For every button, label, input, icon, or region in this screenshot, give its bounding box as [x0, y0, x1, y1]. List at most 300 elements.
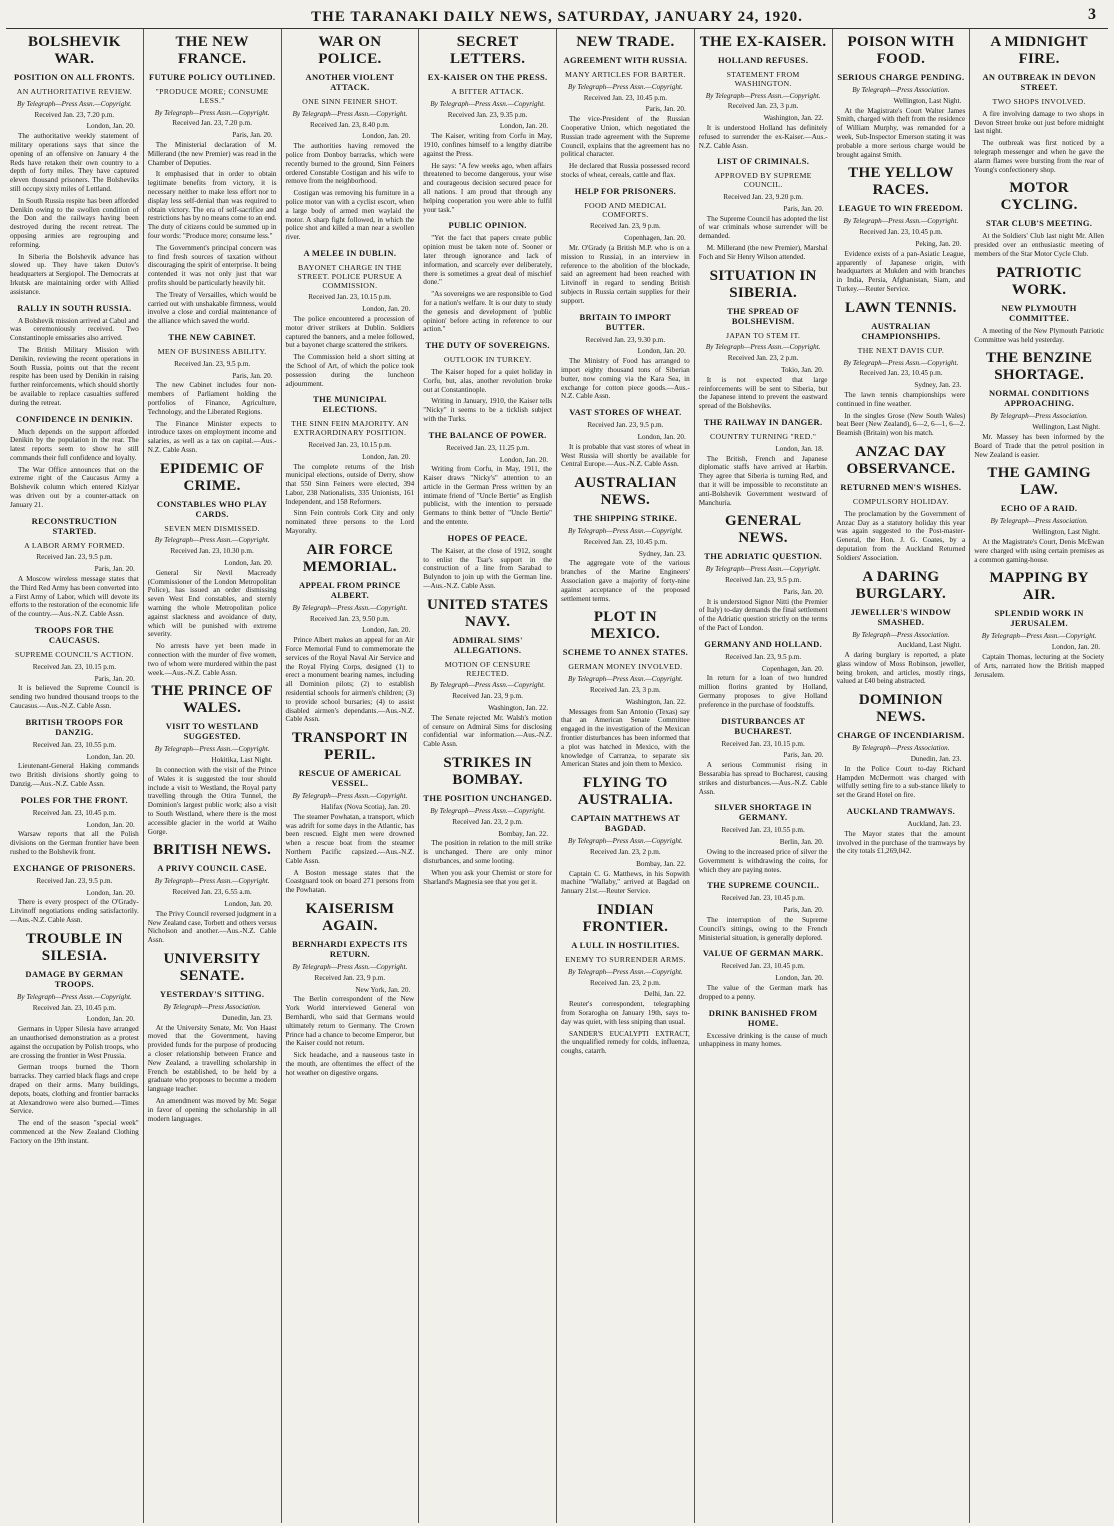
article-subheading: THE DUTY OF SOVEREIGNS.	[425, 340, 550, 351]
article-credit: By Telegraph—Press Assn.—Copyright.	[705, 91, 821, 100]
article	[148, 461, 277, 678]
article-headline: THE YELLOW RACES.	[848, 165, 954, 199]
column-4	[419, 29, 557, 1523]
article-subheading: YESTERDAY'S SITTING.	[159, 988, 265, 999]
article-subheading: VALUE OF GERMAN MARK.	[702, 948, 824, 959]
article-credit: By Telegraph—Press Association.	[990, 517, 1088, 526]
article	[10, 34, 139, 297]
article	[837, 165, 966, 293]
article-headline: THE PRINCE OF WALES.	[151, 683, 273, 717]
article-subheading: NEW PLYMOUTH COMMITTEE.	[1001, 302, 1077, 323]
article	[837, 444, 966, 563]
article-credit: By Telegraph—Press Assn.—Copyright.	[154, 536, 270, 545]
article-kicker: MANY ARTICLES FOR BARTER.	[565, 70, 686, 79]
article-headline: PATRIOTIC WORK.	[996, 264, 1082, 298]
article-subheading: AUSTRALIAN CHAMPIONSHIPS.	[861, 320, 941, 341]
dateline-place: Wellington, Last Night.	[1032, 528, 1100, 537]
received-time: Received Jan. 23, 9.30 p.m.	[585, 335, 666, 344]
article	[286, 34, 415, 242]
article-kicker: STATEMENT FROM WASHINGTON.	[726, 70, 800, 88]
article	[423, 34, 552, 214]
article-subheading: LIST OF CRIMINALS.	[717, 156, 810, 167]
article-headline: EPIDEMIC OF CRIME.	[159, 460, 265, 494]
article-paragraph: The lawn tennis championships were continued in fine weather.	[836, 390, 966, 408]
received-time: Received Jan. 23, 10.45 p.m.	[721, 962, 805, 971]
article-paragraph: The Supreme Council has adopted the list of war criminals whose surrender will be demanded.	[698, 214, 828, 241]
received-time: Received Jan. 23, 9 p.m.	[590, 222, 661, 231]
article-paragraph: "Yet the fact that papers create public opinion must be taken note of. Sooner or later through ignorance and lack of information, and scarcely ever deliberately, there is sometimes a great deal of mischief done."	[423, 234, 552, 287]
article-paragraph: The steamer Powhatan, a transport, which was adrift for some days in the Atlantic, has been rescued. Eight men were drowned when a rescue boat from the steamer Northern Pacific capsized.—Aus.-N.Z. Cable Assn.	[285, 812, 415, 865]
dateline-place: Paris, Jan. 20.	[232, 131, 273, 140]
article-headline: ANZAC DAY OBSERVANCE.	[846, 443, 956, 477]
article	[561, 609, 690, 769]
dateline-place: London, Jan. 20.	[775, 974, 824, 983]
article-credit: By Telegraph—Press Assn.—Copyright.	[430, 681, 545, 690]
article-credit: By Telegraph—Press Association.	[852, 744, 950, 753]
article-headline: BOLSHEVIK WAR.	[28, 34, 121, 67]
article	[837, 300, 966, 438]
article-subheading: BRITISH TROOPS FOR DANZIG.	[25, 716, 124, 737]
article-kicker: TWO SHOPS INVOLVED.	[992, 97, 1086, 106]
dateline-place: Paris, Jan. 20.	[645, 105, 686, 114]
article	[974, 265, 1104, 345]
article	[837, 34, 966, 159]
dateline-place: London, Jan. 20.	[362, 305, 411, 314]
article	[561, 34, 690, 180]
article-credit: By Telegraph—Press Assn.—Copyright.	[154, 745, 270, 754]
article-credit: By Telegraph—Press Assn.—Copyright.	[705, 565, 821, 574]
article-subheading: TROOPS FOR THE CAUCASUS.	[34, 625, 114, 646]
masthead	[6, 6, 1108, 29]
article-headline: UNIVERSITY SENATE.	[163, 950, 261, 984]
article-headline: STRIKES IN BOMBAY.	[443, 755, 532, 789]
dateline-place: London, Jan. 20.	[86, 820, 135, 829]
article-paragraph: The outbreak was first noticed by a telegraph messenger and when he gave the alarm flames were bursting from the rear of Young's confectionery shop.	[974, 139, 1104, 174]
article-subheading: AUCKLAND TRAMWAYS.	[846, 806, 956, 817]
dateline-place: Dunedin, Jan. 23.	[910, 755, 962, 764]
received-time: Received Jan. 23, 11.25 p.m.	[446, 443, 530, 452]
article-subheading: CHARGE OF INCENDIARISM.	[837, 730, 965, 741]
article-subheading: BERNHARDI EXPECTS ITS RETURN.	[292, 939, 408, 959]
article-subheading: A MELEE IN DUBLIN.	[303, 247, 397, 258]
article-paragraph: The vice-President of the Russian Cooperative Union, which negotiated the Russian trade agreement with the Supreme Council, explains that the agreement has no political character.	[561, 115, 690, 159]
article-kicker: THE NEXT DAVIS CUP.	[857, 345, 945, 355]
article-subheading: EX-KAISER ON THE PRESS.	[427, 72, 548, 82]
article-paragraph: Writing in January, 1910, the Kaiser tells "Nicky" it seems to be a ticklish subject with the Turks.	[423, 397, 552, 423]
article-credit: By Telegraph—Press Assn.—Copyright.	[568, 82, 683, 91]
dateline-place: London, Jan. 20.	[362, 452, 411, 461]
article-subheading: CONFIDENCE IN DENIKIN.	[15, 413, 133, 424]
article-headline: MOTOR CYCLING.	[1000, 180, 1078, 214]
received-time: Received Jan. 23, 10.15 p.m.	[308, 293, 392, 302]
article-headline: MAPPING BY AIR.	[989, 570, 1089, 604]
received-time: Received Jan. 23, 10.45 p.m.	[859, 228, 943, 237]
article-headline: NEW TRADE.	[576, 34, 675, 50]
article	[837, 806, 966, 856]
article	[974, 350, 1104, 459]
article-paragraph: It is not expected that large reinforcements will be sent to Siberia, but the Japanese intend to prevent the eastward spread of the Bolsheviks.	[698, 375, 828, 411]
article-subheading: VISIT TO WESTLAND SUGGESTED.	[165, 721, 259, 742]
received-time: Received Jan. 23, 9 p.m.	[452, 692, 523, 701]
article-headline: AUSTRALIAN NEWS.	[574, 475, 677, 509]
received-time: Received Jan. 23, 8.40 p.m.	[310, 120, 390, 129]
column-8	[970, 29, 1108, 1523]
dateline-place: Paris, Jan. 20.	[94, 674, 135, 683]
article	[423, 597, 552, 749]
received-time: Received Jan. 23, 9 p.m.	[314, 973, 386, 982]
article-headline: KAISERISM AGAIN.	[305, 901, 395, 934]
article-credit: By Telegraph—Press Assn.—Copyright.	[430, 99, 545, 108]
article-credit: By Telegraph—Press Assn.—Copyright.	[843, 217, 959, 226]
article-headline: DOMINION NEWS.	[858, 692, 943, 726]
article-kicker: OUTLOOK IN TURKEY.	[443, 355, 532, 365]
article-subheading: ANOTHER VIOLENT ATTACK.	[305, 72, 395, 92]
article	[837, 692, 966, 800]
article-kicker: SUPREME COUNCIL'S ACTION.	[15, 650, 134, 660]
dateline-place: New York, Jan. 20.	[355, 985, 411, 994]
received-time: Received Jan. 23, 6.55 a.m.	[172, 888, 252, 897]
article-subheading: RETURNED MEN'S WISHES.	[840, 481, 962, 492]
article-paragraph: The Kaiser, at the close of 1912, sought to enlist the Tsar's support in the construction of a line from Sarabad to Bulyndon to join up with the German line.—Aus.-N.Z. Cable Assn.	[423, 546, 552, 591]
article-paragraph: He says: "A few weeks ago, when affairs threatened to become dangerous, your wise and courageous decision secured peace for all nations. I am proud that through any helping cooperation you were able to fulfil your task."	[423, 161, 552, 214]
article-headline: SITUATION IN SIBERIA.	[709, 267, 817, 301]
received-time: Received Jan. 23, 2 p.m.	[452, 817, 523, 826]
article	[699, 716, 828, 797]
masthead-title: THE TARANAKI DAILY NEWS, SATURDAY, JANUARY 24, 1920.	[311, 8, 803, 25]
article-paragraph: Much depends on the support afforded Denikin by the population in the rear. The latest reports seem to show he still commands their full confidence and loyalty.	[10, 427, 139, 462]
dateline-place: Washington, Jan. 22.	[763, 114, 824, 123]
article	[699, 802, 828, 874]
article-paragraph: The interruption of the Supreme Council's sittings, owing to the French Ministerial situation, is generally deplored.	[698, 916, 828, 942]
article-credit: By Telegraph—Press Association.	[852, 630, 950, 639]
dateline-place: Paris, Jan. 20.	[783, 204, 824, 213]
dateline-place: Washington, Jan. 22.	[625, 697, 686, 706]
article-headline: WAR ON POLICE.	[318, 34, 382, 67]
article	[148, 951, 277, 1123]
article-paragraph: Reuter's correspondent, telegraphing from Sorarogha on January 19th, says to-day was quiet, with less sniping than usual.	[561, 1000, 690, 1026]
article-paragraph: At the Soldiers' Club last night Mr. Allen presided over an enthusiastic meeting of members of the Star Motor Cycle Club.	[974, 232, 1104, 258]
article-paragraph: The value of the German mark has dropped to a penny.	[698, 984, 828, 1001]
received-time: Received Jan. 23, 10.15 p.m.	[308, 440, 392, 449]
article-kicker: AN AUTHORITATIVE REVIEW.	[16, 87, 132, 96]
received-time: Received Jan. 23, 9.5 p.m.	[174, 359, 251, 368]
article-paragraph: The end of the season "special week" commenced at the New Zealand Clothing Factory on the 19th instant.	[10, 1119, 139, 1145]
received-time: Received Jan. 23, 10.45 p.m.	[721, 894, 805, 903]
article-paragraph: General Sir Nevil Macready (Commissioner of the London Metropolitan Police), has issued an order dismissing seven West End constables, and sternly warning the whole Metropolitan police against slackness and avoidance of duty, which will be punished with extreme severity.	[147, 568, 277, 639]
article-kicker: JAPAN TO STEM IT.	[726, 330, 801, 340]
article	[699, 417, 828, 507]
dateline-place: London, Jan. 20.	[499, 455, 548, 464]
article-subheading: THE SHIPPING STRIKE.	[573, 513, 678, 524]
article-paragraph: Mr. O'Grady (a British M.P. who is on a mission to Russia), in an interview in reference to the abolition of the blockade, said an agreement had been reached with Litvinoff in regard to sending British subjects in Russia certain supplies for their support.	[561, 243, 690, 305]
dateline-place: Sydney, Jan. 23.	[914, 381, 962, 390]
article-credit: By Telegraph—Press Association.	[163, 1002, 261, 1011]
article	[148, 34, 277, 326]
article	[286, 542, 415, 724]
article-paragraph: Captain Thomas, lecturing at the Society of Arts, narrated how the British mapped Jerusalem.	[974, 652, 1104, 679]
received-time: Received Jan. 23, 9.35 p.m.	[447, 110, 528, 119]
dateline-place: London, Jan. 20.	[637, 347, 686, 356]
received-time: Received Jan. 23, 10.15 p.m.	[32, 662, 116, 671]
article-paragraph: It is understood Signor Nitti (the Premier of Italy) to-day demands the final settlement of the Adriatic question strictly on the terms of the Pact of London.	[698, 597, 828, 633]
received-time: Received Jan. 23, 9.20 p.m.	[723, 192, 803, 201]
article	[148, 332, 277, 455]
article-headline: AIR FORCE MEMORIAL.	[302, 541, 397, 575]
article-paragraph: Captain C. G. Matthews, in his Sopwith machine "Wallaby," arrived at Bagdad on January 21st.—Reuter Service.	[561, 869, 690, 896]
article-paragraph: In South Russia respite has been afforded Denikin owing to the swollen condition of the Don and the railways having been destroyed during the recent retreat. The opposing armies are regrouping and reforming.	[10, 196, 139, 249]
article-paragraph: Owing to the increased price of silver the Government is withdrawing the coins, for which they are paying notes.	[698, 848, 828, 874]
article	[699, 156, 828, 261]
article-paragraph: Germans in Upper Silesia have arranged an unauthorised demonstration as a protest against the occupation by Polish troops, who are crossing the frontier in West Prussia.	[10, 1025, 139, 1060]
article-paragraph: The Privy Council reversed judgment in a New Zealand case, Torbett and others versus Nicholson and another.—Aus.-N.Z. Cable Assn.	[147, 909, 277, 945]
article-headline: POISON WITH FOOD.	[847, 34, 955, 67]
article-subheading: AN OUTBREAK IN DEVON STREET.	[982, 72, 1096, 92]
article-paragraph: The Mayor states that the amount involved in the purchase of the tramways by the city totals £1,269,042.	[836, 829, 966, 856]
article-subheading: RESCUE OF AMERICAL VESSEL.	[298, 768, 402, 789]
article-subheading: HELP FOR PRISONERS.	[574, 185, 677, 196]
article	[974, 180, 1104, 258]
received-time: Received Jan. 23, 2 p.m.	[590, 978, 661, 987]
article-credit: By Telegraph—Press Assn.—Copyright.	[568, 837, 683, 846]
dateline-place: Wellington, Last Night.	[1032, 423, 1100, 432]
article	[148, 842, 277, 945]
article	[423, 220, 552, 334]
article-paragraph: A Moscow wireless message states that the Third Red Army has been converted into a First Army of Labor, which will devote its efforts to the restoration of the economic life of the country.—Aus.-N.Z. Cable Assn.	[10, 575, 139, 619]
dateline-place: London, Jan. 20.	[637, 432, 686, 441]
article-kicker: A LABOR ARMY FORMED.	[24, 540, 125, 550]
article-credit: By Telegraph—Press Assn.—Copyright.	[981, 632, 1097, 641]
dateline-place: Halifax (Nova Scotia), Jan. 20.	[321, 803, 411, 812]
article	[699, 1008, 828, 1050]
dateline-place: Delhi, Jan. 22.	[644, 990, 686, 999]
article-subheading: THE SUPREME COUNCIL.	[707, 880, 820, 891]
article-paragraph: The Commission held a short sitting at the School of Art, of which the police took possession during the luncheon adjournment.	[285, 353, 415, 388]
received-time: Received Jan. 23, 10.45 p.m.	[859, 369, 943, 378]
received-time: Received Jan. 23, 10.45 p.m.	[32, 808, 116, 817]
article-paragraph: M. Millerand (the new Premier), Marshal Foch and Sir Henry Wilson attended.	[698, 243, 828, 261]
article-paragraph: "As sovereigns we are responsible to God for a nation's welfare. It is our duty to study the genesis and development of 'public opinion' before acting in reference to our action."	[423, 290, 552, 334]
article-kicker: THE SINN FEIN MAJORITY. AN EXTRAORDINARY POSITION.	[291, 419, 409, 438]
article-subheading: VAST STORES OF WHEAT.	[569, 407, 682, 418]
article-headline: UNITED STATES NAVY.	[426, 596, 549, 630]
dateline-place: Wellington, Last Night.	[893, 96, 962, 105]
article-headline: THE NEW FRANCE.	[175, 34, 249, 67]
article-paragraph: The Kaiser hoped for a quiet holiday in Corfu, but, alas, another revolution broke out at Constantinople.	[423, 367, 552, 394]
article-paragraph: It is understood Holland has definitely refused to surrender the ex-Kaiser.—Aus.-N.Z. Cable Assn.	[698, 123, 828, 150]
page-number: 3	[1088, 6, 1096, 23]
received-time: Received Jan. 23, 9.5 p.m.	[725, 576, 802, 585]
received-time: Received Jan. 23, 7.20 p.m.	[172, 119, 252, 128]
article-credit: By Telegraph—Press Association.	[852, 86, 950, 94]
article-subheading: POSITION ON ALL FRONTS.	[14, 72, 135, 82]
received-time: Received Jan. 23, 10.45 p.m.	[583, 93, 667, 102]
article-paragraph: In return for a loan of two hundred million florins granted by Holland, Germany proposes to give Holland preference in the purchase of foodstuffs.	[698, 674, 828, 709]
article-paragraph: The Ministerial declaration of M. Millerand (the new Premier) was read in the Chamber of Deputies.	[147, 140, 277, 167]
article-paragraph: Messages from San Antonio (Texas) say that an American Senate Committee engaged in the investigation of the Mexican frontier disturbances has been informed that a plot was hatched in Mexico, with the knowledge of Carranza, to separate six American States and join them to Mexico.	[561, 707, 690, 769]
article-kicker: BAYONET CHARGE IN THE STREET. POLICE PURSUE A COMMISSION.	[297, 262, 403, 290]
article-paragraph: In connection with the visit of the Prince of Wales it is suggested the tour should include a visit to Westland, the Royal party travelling through the Otira Tunnel, the Dominion's largest public work; also a visit to South Westland, where there is the most accessible glacier in the world at Waiho Gorge.	[147, 766, 277, 836]
article-subheading: ADMIRAL SIMS' ALLEGATIONS.	[452, 634, 523, 655]
article-kicker: APPROVED BY SUPREME COUNCIL.	[714, 171, 812, 190]
received-time: Received Jan. 23, 2 p.m.	[590, 848, 661, 857]
article-headline: A MIDNIGHT FIRE.	[990, 34, 1088, 67]
dateline-place: London, Jan. 20.	[362, 132, 411, 141]
article-headline: THE GAMING LAW.	[987, 465, 1091, 499]
dateline-place: Paris, Jan. 20.	[783, 587, 824, 596]
dateline-place: Paris, Jan. 20.	[232, 371, 273, 380]
article-subheading: THE POSITION UNCHANGED.	[423, 793, 552, 804]
article-paragraph: A meeting of the New Plymouth Patriotic Committee was held yesterday.	[974, 326, 1104, 344]
article-paragraph: Warsaw reports that all the Polish divisions on the German frontier have been rushed to the Bolshevik front.	[10, 830, 139, 856]
article-subheading: THE NEW CABINET.	[168, 331, 256, 342]
article-kicker: MOTION OF CENSURE REJECTED.	[444, 659, 531, 678]
article-paragraph: At the Magistrate's Court, Denis McEwan were charged with using certain premises as a common gaming-house.	[974, 537, 1104, 564]
article-headline: PLOT IN MEXICO.	[590, 609, 660, 643]
received-time: Received Jan. 23, 9.5 p.m.	[725, 652, 802, 661]
article-paragraph: The position in relation to the mill strike is unchanged. There are only minor disturbances, and some looting.	[423, 839, 552, 866]
dateline-place: Tokio, Jan. 20.	[781, 365, 824, 374]
article-headline: TRANSPORT IN PERIL.	[292, 730, 408, 764]
article-subheading: NORMAL CONDITIONS APPROACHING.	[988, 388, 1090, 409]
article-paragraph: It emphasised that in order to obtain legitimate benefits from victory, it is necessary neither to make less effort nor to display less self-denial than was required to obtain victory. The era of self-sacrifice and restrictions has by no means come to an end. The duty of citizens could be summed up in four words: "Produce more; consume less."	[147, 170, 277, 240]
article-headline: THE BENZINE SHORTAGE.	[986, 350, 1093, 384]
article	[423, 533, 552, 591]
received-time: Received Jan. 23, 2 p.m.	[727, 354, 799, 363]
article-subheading: AGREEMENT WITH RUSSIA.	[563, 55, 688, 65]
article	[561, 902, 690, 1056]
article-subheading: HOPES OF PEACE.	[447, 532, 528, 543]
dateline-place: Bombay, Jan. 22.	[498, 829, 548, 838]
received-time: Received Jan. 23, 10.55 p.m.	[721, 826, 805, 835]
article-paragraph: The Senate rejected Mr. Walsh's motion of censure on Admiral Sims for disclosing confidential war information.—Aus.-N.Z. Cable Assn.	[423, 713, 552, 749]
article-paragraph: The police encountered a procession of motor driver strikers at Dublin. Soldiers captured the banners, and a melee followed, but a bayonet charge scattered the strikers.	[285, 314, 415, 350]
article-subheading: LEAGUE TO WIN FREEDOM.	[838, 203, 963, 214]
article-paragraph: A fire involving damage to two shops in Devon Street broke out just before midnight last night.	[974, 109, 1104, 136]
article-subheading: POLES FOR THE FRONT.	[20, 794, 128, 805]
article-kicker: COMPULSORY HOLIDAY.	[852, 496, 949, 506]
article-subheading: JEWELLER'S WINDOW SMASHED.	[850, 606, 952, 627]
received-time: Received Jan. 23, 10.30 p.m.	[170, 547, 254, 556]
article-subheading: GERMANY AND HOLLAND.	[704, 638, 823, 649]
article-subheading: SPLENDID WORK IN JERUSALEM.	[994, 608, 1084, 629]
article-headline: FLYING TO AUSTRALIA.	[577, 775, 673, 809]
article-headline: A DARING BURGLARY.	[855, 568, 947, 602]
article-paragraph: Lieutenant-General Haking commands two British divisions shortly going to Danzig.—Aus.-N.Z. Cable Assn.	[10, 762, 139, 789]
dateline-place: London, Jan. 20.	[86, 752, 135, 761]
article-paragraph: Writing from Corfu, in May, 1911, the Kaiser draws "Nicky's" attention to an article in the German Press written by an intimate friend of "Uncle Bertie" as English publicist, with the intention to persuade Germans to think better of "Uncle Bertie" and the entente.	[423, 465, 552, 527]
article-paragraph: Evidence exists of a pan-Asiatic League, apparently of Japanese origin, with headquarters at Mukden and with branches in India, Persia, Afghanistan, Siam, and Turkey.—Reuter Service.	[836, 249, 966, 293]
article-subheading: A PRIVY COUNCIL CASE.	[157, 863, 267, 874]
received-time: Received Jan. 23, 3 p.m.	[727, 102, 799, 111]
article-paragraph: It is probable that vast stores of wheat in West Russia will shortly be available for Central Europe.—Aus.-N.Z. Cable Assn.	[561, 442, 690, 469]
article-paragraph: At the University Senate, Mr. Von Haast moved that the Government, having provided funds for the purpose of producing a closer relationship between France and New Zealand, a travelling scholarship in French be established, to be held by a graduate who proposes to become a modern language teacher.	[147, 1023, 277, 1094]
article-paragraph: In the Police Court to-day Richard Hampden McDermott was charged with wilfully setting fire to a sub-stance likely to set the Grand Hotel on fire.	[836, 764, 966, 800]
article-subheading: DISTURBANCES AT BUCHAREST.	[721, 715, 806, 736]
article-paragraph: Mr. Massey has been informed by the Board of Trade that the petrol position in New Zealand is easier.	[974, 432, 1104, 459]
article-paragraph: The Finance Minister expects to introduce taxes on employment income and salaries, as well as a tax on capital.—Aus.-N.Z. Cable Assn.	[147, 419, 277, 454]
dateline-place: London, Jan. 20.	[86, 122, 135, 131]
article-subheading: CAPTAIN MATTHEWS AT BAGDAD.	[570, 813, 680, 834]
received-time: Received Jan. 23, 3 p.m.	[590, 686, 661, 695]
article-credit: By Telegraph—Press Association.	[990, 412, 1088, 421]
received-time: Received Jan. 23, 10.45 p.m.	[583, 537, 667, 546]
article-credit: By Telegraph—Press Assn.—Copyright.	[705, 343, 821, 352]
article-paragraph: The authorities having removed the police from Donboy barracks, which were recently burned to the ground, Sinn Feiners ordered Constable Costigan and his wife to remove from the neighborhood.	[285, 142, 415, 186]
article-credit: By Telegraph—Press Assn.—Copyright.	[292, 603, 408, 612]
article-paragraph: Excessive drinking is the cause of much unhappiness in many homes.	[698, 1031, 828, 1049]
article-paragraph: At the Magistrate's Court Walter James Smith, charged with theft from the residence of William Murphy, was remanded for a week, Sub-Inspector Emerson stating it was probable a more serious charge would be brought against Smith.	[836, 106, 966, 159]
article-credit: By Telegraph—Press Assn.—Copyright.	[843, 358, 959, 367]
article-kicker: COUNTRY TURNING "RED."	[709, 431, 817, 441]
article-credit: By Telegraph—Press Assn.—Copyright.	[292, 963, 408, 971]
article-subheading: RECONSTRUCTION STARTED.	[31, 515, 118, 536]
dateline-place: London, Jan. 20.	[1051, 643, 1100, 652]
article-subheading: BRITAIN TO IMPORT BUTTER.	[579, 311, 672, 332]
article-paragraph: A daring burglary is reported, a plate glass window of Moss Robinson, jeweller, being broken, and articles, mostly rings, valued at £40 being abstracted.	[836, 651, 966, 686]
article-paragraph: The Berlin correspondent of the New York World interviewed General von Bernhardi, who said that Germans would ultimately return to Germany. The Crown Prince had a chance to become Emperor, but the Kaiser could not return.	[285, 995, 415, 1048]
article-kicker: FOOD AND MEDICAL COMFORTS.	[584, 200, 667, 219]
article-kicker: A BITTER ATTACK.	[451, 87, 525, 96]
article-paragraph: SANDER'S EUCALYPTI EXTRACT, the unqualified remedy for colds, influenza, coughs, catarrh.	[561, 1029, 690, 1056]
article-credit: By Telegraph—Press Assn.—Copyright.	[568, 527, 683, 536]
article	[10, 303, 139, 408]
article-paragraph: The War Office announces that on the extreme right of the Caucasus Army a Bolshevik column which entered Kizlyar was driven out by a counter-attack on January 21.	[10, 465, 139, 509]
article-paragraph: The British, French and Japanese diplomatic staffs have arrived at Harbin. They agree that Siberia is turning Red, and that it will be impossible to reconstitute an anti-Bolshevik Government westward of Manchuria.	[698, 454, 828, 507]
article-headline: TROUBLE IN SILESIA.	[25, 930, 123, 964]
dateline-place: London, Jan. 20.	[224, 559, 273, 568]
article-paragraph: The new Cabinet includes four non-members of Parliament holding the portfolios of Finance, Agriculture, Technology, and the Liberated Regions.	[147, 381, 277, 416]
article-credit: By Telegraph—Press Assn.—Copyright.	[430, 807, 545, 816]
article-subheading: SCHEME TO ANNEX STATES.	[562, 647, 689, 658]
dateline-place: Sydney, Jan. 23.	[638, 549, 686, 558]
article	[699, 880, 828, 942]
article-kicker: "PRODUCE MORE; CONSUME LESS."	[155, 87, 269, 105]
article-headline: SECRET LETTERS.	[449, 34, 526, 67]
article-paragraph: In Siberia the Bolshevik advance has slowed up. They have taken Dutov's headquarters at Sergiopol. The Democrats at Irkutsk are maintaining order with Allied assistance.	[10, 252, 139, 296]
article	[10, 795, 139, 857]
article-paragraph: The complete returns of the Irish municipal elections, outside of Derry, show that 550 Sinn Feiners were elected, 394 Labor, 238 Nationalists, 335 Unionists, 161 Independent, and 158 Reformers.	[285, 462, 415, 506]
article-paragraph: He declared that Russia possessed record stocks of wheat, cereals, cattle and flax.	[561, 162, 690, 179]
article-credit: By Telegraph—Press Assn.—Copyright.	[17, 99, 132, 108]
article	[148, 683, 277, 836]
article-subheading: A LULL IN HOSTILITIES.	[571, 940, 680, 951]
column-2	[144, 29, 282, 1523]
column-1	[6, 29, 144, 1523]
dateline-place: Auckland, Jan. 23.	[907, 820, 962, 829]
dateline-place: Paris, Jan. 20.	[783, 751, 824, 760]
article-subheading: EXCHANGE OF PRISONERS.	[13, 862, 136, 873]
received-time: Received Jan. 23, 7.20 p.m.	[34, 110, 115, 119]
article	[10, 931, 139, 1146]
received-time: Received Jan. 23, 10.45 p.m.	[32, 1003, 116, 1012]
column-5	[557, 29, 695, 1523]
article	[423, 430, 552, 527]
article-subheading: HOLLAND REFUSES.	[717, 55, 809, 65]
dateline-place: Hokitika, Last Night.	[211, 756, 273, 765]
article-headline: THE EX-KAISER.	[699, 34, 827, 50]
dateline-place: Copenhagen, Jan. 20.	[624, 234, 686, 243]
article-headline: BRITISH NEWS.	[153, 842, 272, 859]
article-subheading: DRINK BANISHED FROM HOME.	[708, 1007, 818, 1028]
dateline-place: London, Jan. 18.	[775, 444, 824, 453]
article-subheading: THE MUNICIPAL ELECTIONS.	[313, 394, 387, 415]
dateline-place: Dunedin, Jan. 23.	[221, 1013, 273, 1022]
article-paragraph: It is believed the Supreme Council is sending two hundred thousand troops to the Caucasus.—Aus.-N.Z. Cable Assn.	[10, 684, 139, 711]
article-kicker: ENEMY TO SURRENDER ARMS.	[565, 955, 686, 965]
dateline-place: Paris, Jan. 20.	[783, 906, 824, 915]
article	[561, 775, 690, 896]
article	[423, 755, 552, 886]
